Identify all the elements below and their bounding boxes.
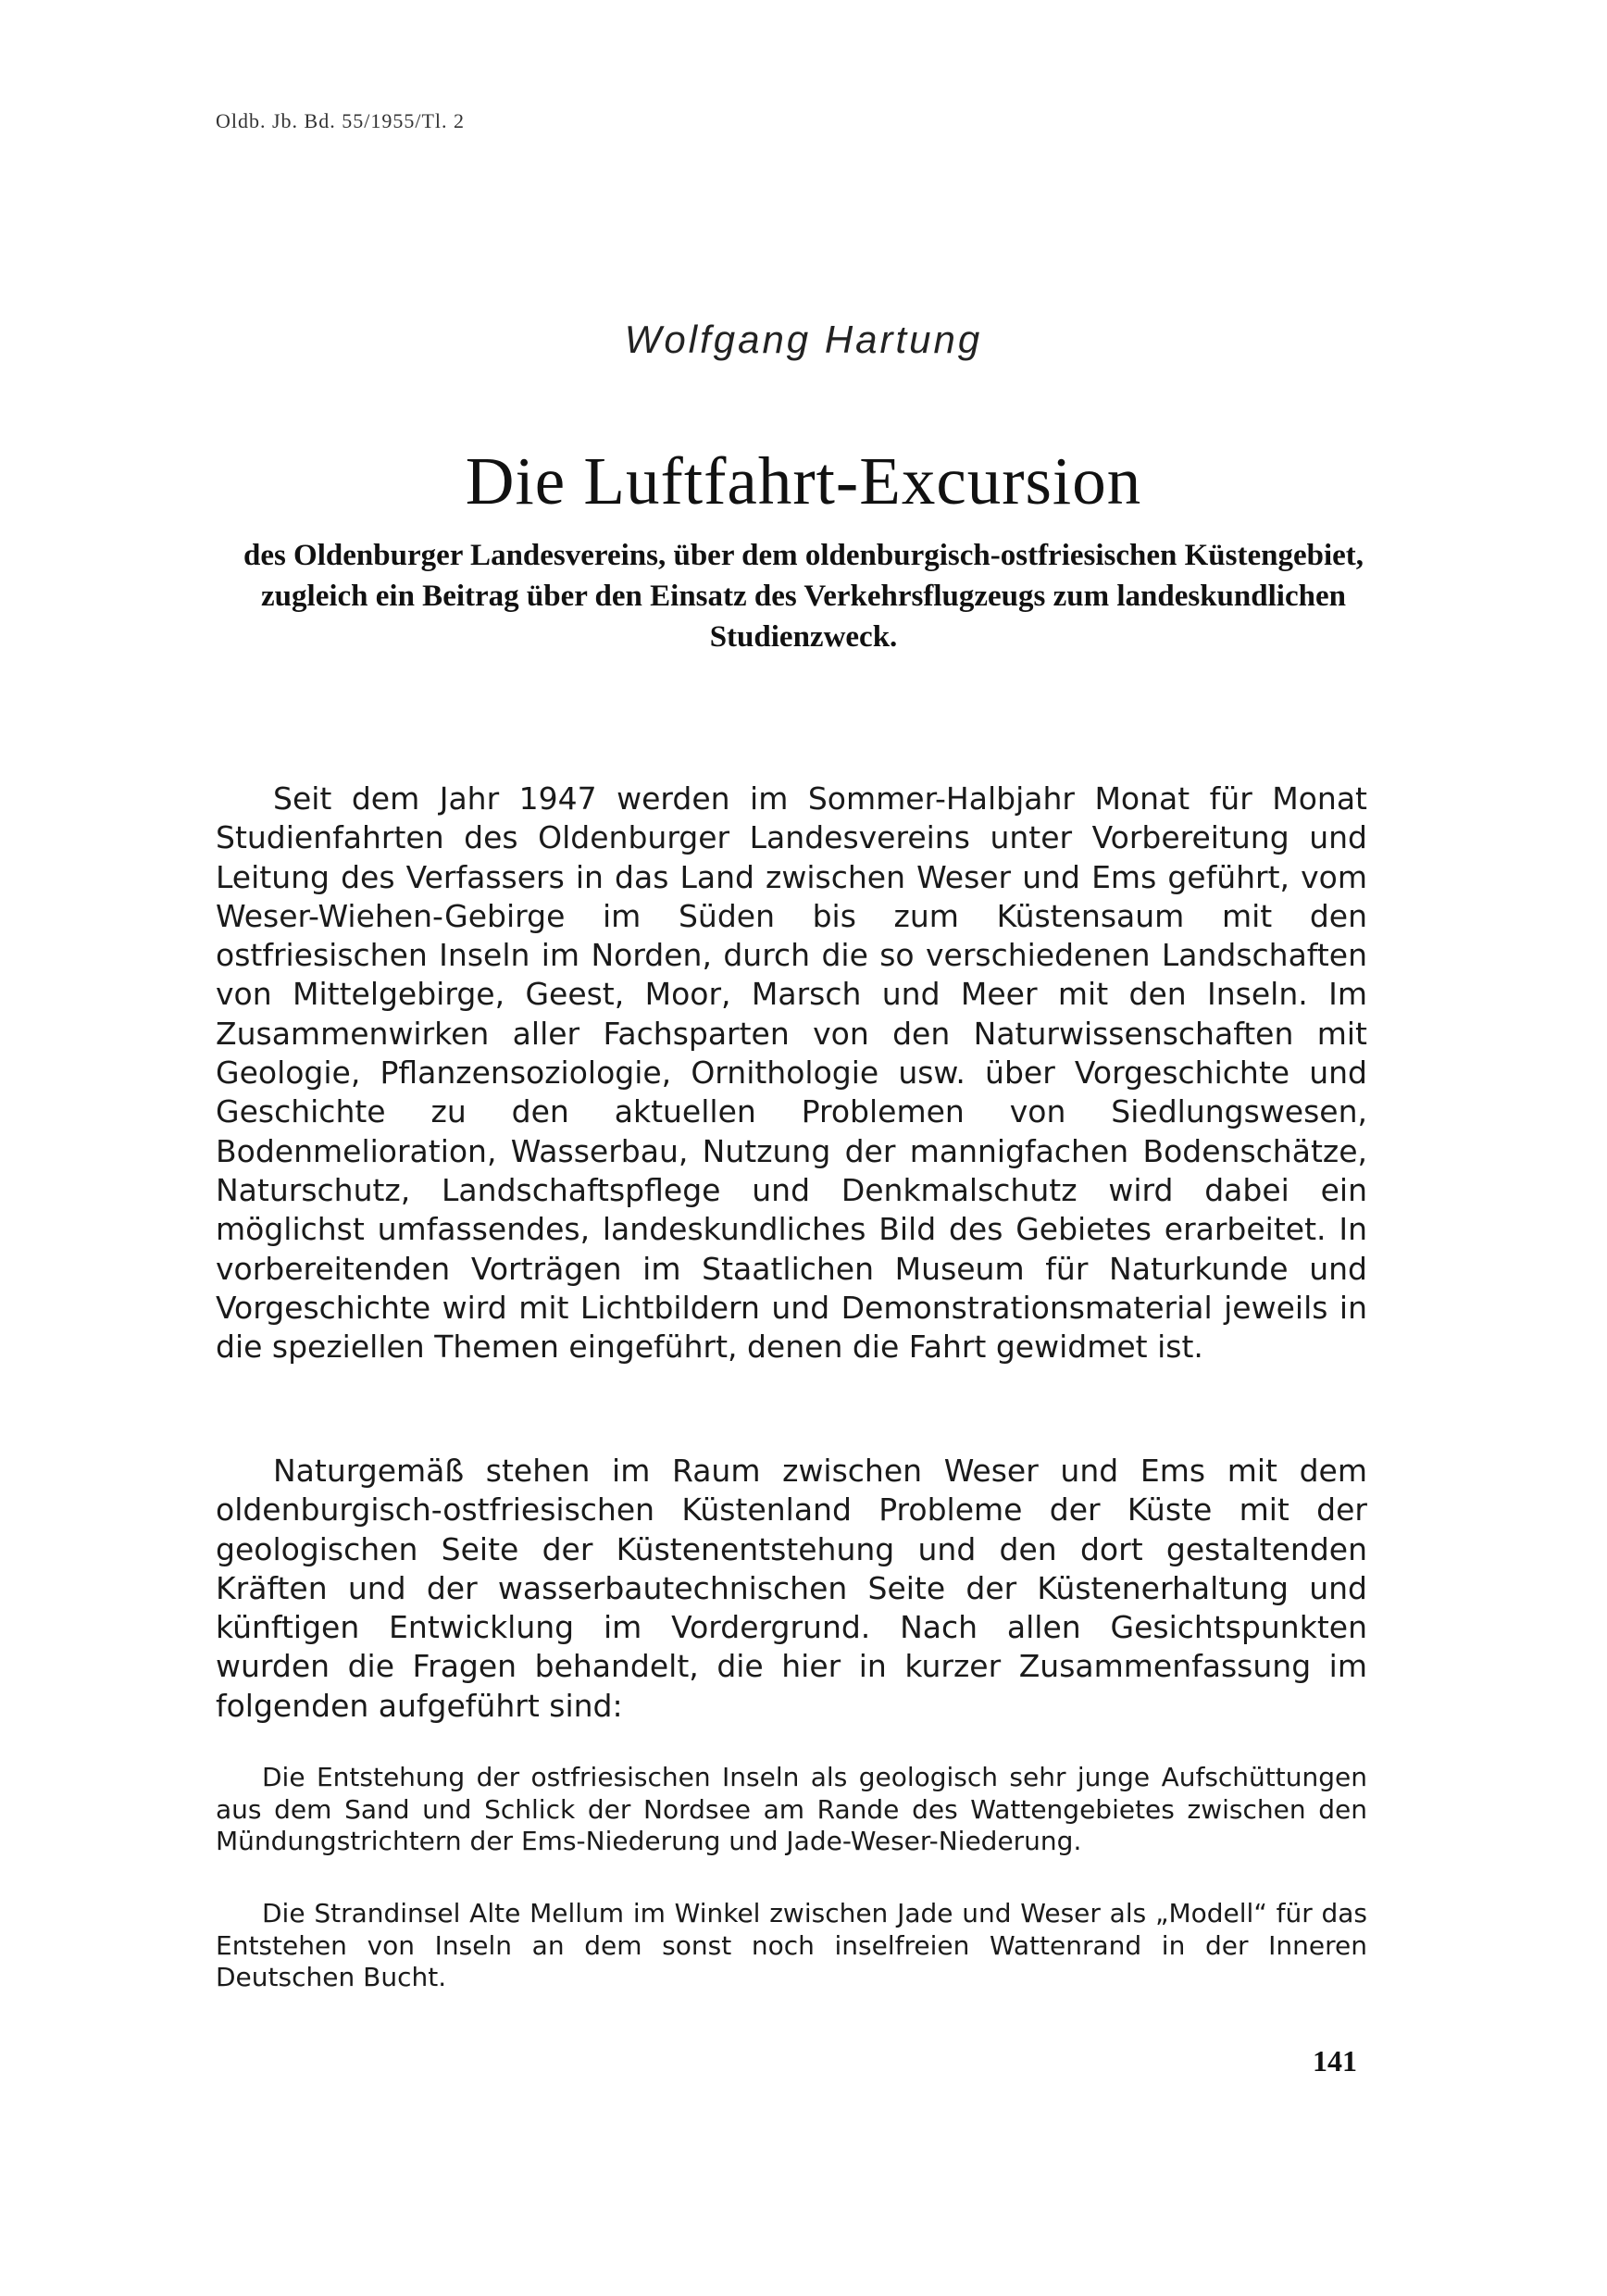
running-header: Oldb. Jb. Bd. 55/1955/Tl. 2 <box>216 109 466 132</box>
list-item: Die Strandinsel Alte Mellum im Winkel zwischen Jade und Weser als „Modell“ für das Entstehen von Inseln an dem sonst noch inselfreien Wattenrand in der Inneren Deutschen Bucht. <box>216 1898 1367 1992</box>
article-title: Die Luftfahrt-Excursion <box>465 443 1142 518</box>
body-paragraph-2-block <box>216 1452 1367 1726</box>
page-number: 141 <box>1313 2044 1357 2078</box>
list-item-1-block <box>216 1762 1367 1858</box>
article-subtitle: des Oldenburger Landesvereins, über dem oldenburgisch-ostfriesischen Küstengebiet, zugleich ein Beitrag über den Einsatz des Verkehrsflugzeugs zum landeskundlichen Studienzweck. <box>243 539 1364 654</box>
body-paragraph-1-block <box>216 780 1367 1366</box>
body-paragraph: Naturgemäß stehen im Raum zwischen Weser und Ems mit dem oldenburgisch-ostfriesischen Küstenland Probleme der Küste mit der geologischen Seite der Küstenentstehung und den dort gestaltenden Kräften und der wasserbautechnischen Seite der Küstenerhaltung und künftigen Entwicklung im Vordergrund. Nach allen Gesichtspunkten wurden die Fragen behandelt, die hier in kurzer Zusammenfassung im folgenden aufgeführt sind: <box>216 1453 1367 1724</box>
body-paragraph: Seit dem Jahr 1947 werden im Sommer-Halbjahr Monat für Monat Studienfahrten des Oldenburger Landesvereins unter Vorbereitung und Leitung des Verfassers in das Land zwischen Weser und Ems geführt, vom Weser-Wiehen-Gebirge im Süden bis zum Küstensaum mit den ostfriesischen Inseln im Norden, durch die so verschiedenen Landschaften von Mittelgebirge, Geest, Moor, Marsch und Meer mit den Inseln. Im Zusammenwirken aller Fachsparten von den Naturwissenschaften mit Geologie, Pflanzensoziologie, Ornithologie usw. über Vorgeschichte und Geschichte zu den aktuellen Problemen von Siedlungswesen, Bodenmelioration, Wasserbau, Nutzung der mannigfachen Bodenschätze, Naturschutz, Landschaftspflege und Denkmalschutz wird dabei ein möglichst umfassendes, landeskundliches Bild des Gebietes erarbeitet. In vorbereitenden Vorträgen im Staatlichen Museum für Naturkunde und Vorgeschichte wird mit Lichtbildern und Demonstrationsmaterial jeweils in die speziellen Themen eingeführt, denen die Fahrt gewidmet ist. <box>216 780 1367 1366</box>
list-item: Die Entstehung der ostfriesischen Inseln als geologisch sehr junge Aufschüttungen aus dem Sand und Schlick der Nordsee am Rande des Wattengebietes zwischen den Mündungstrichtern der Ems-Niederung und Jade-Weser-Niederung. <box>216 1762 1367 1856</box>
article-author: Wolfgang Hartung <box>624 318 983 361</box>
list-item-2-block <box>216 1898 1367 1994</box>
